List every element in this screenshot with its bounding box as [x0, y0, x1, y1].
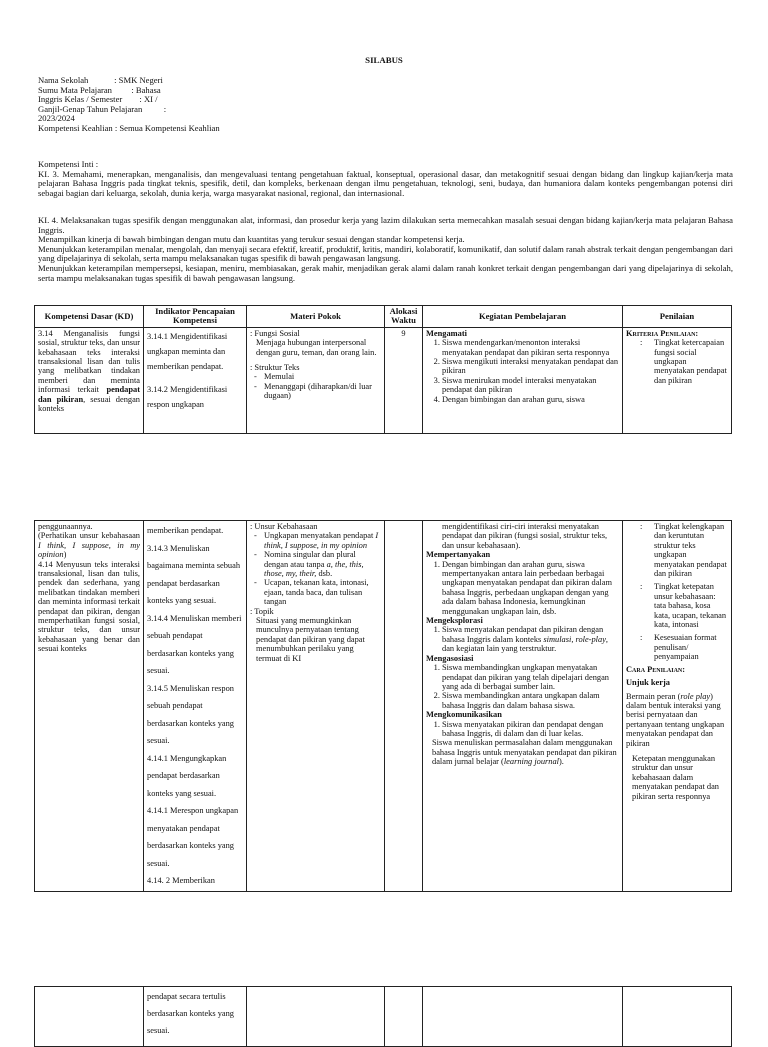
- header-line: Ganjil-Genap Tahun Pelajaran :: [38, 103, 167, 114]
- header-line: 2023/2024: [38, 113, 75, 124]
- table-row: [35, 327, 732, 433]
- unjuk-text: Bermain peran (: [626, 691, 681, 701]
- indikator-item: 3.14.4 Menuliskan memberi sebuah pendapat berdasarkan konteks yang sesuai.: [147, 613, 242, 675]
- header-alokasi: Alokasi Waktu: [385, 306, 423, 328]
- kegiatan-cell: [423, 521, 623, 892]
- silabus-table-page1: [34, 305, 732, 434]
- ki4-text: Menunjukkan keterampilan mempersepsi, kesiapan, meniru, membiasakan, gerak mahir, menjadikan gerak alami dalam ranah konkret terkait dengan pengembangan dari yang dipelajarinya di sekolah, serta mampu melaksanakan tugas spesifik di bawah pengawasan langsung.: [38, 262, 733, 283]
- materi-italic: I think, I suppose, in my opinion: [264, 531, 379, 550]
- header-indikator: Indikator Pencapaian Kompetensi: [144, 306, 247, 328]
- kegiatan-heading: Mengeksplorasi: [426, 616, 483, 626]
- header-line: Sumu Mata Pelajaran : Bahasa: [38, 84, 161, 95]
- penilaian-text: Ketepatan menggunakan struktur dan unsur kebahasaan dalam menyatakan pendapat dan pikiran serta responnya: [632, 753, 719, 801]
- indikator-item: 3.14.5 Menuliskan respon sebuah pendapat berdasarkan konteks yang sesuai.: [147, 683, 234, 745]
- materi-text: Nomina singular dan plural dengan atau tanpa: [264, 550, 356, 569]
- ki4-text: Menunjukkan keterampilan menalar, mengolah, dan menyaji secara efektif, kreatif, produktif, kritis, mandiri, kolaboratif, komunikatif, dan solutif dalam ranah abstrak terkait dengan pengembangan dari yang dipelajarinya di sekolah, serta mampu melaksanakan tugas spesifik di bawah pengawasan langsung.: [38, 243, 733, 264]
- indikator-cell: pendapat secara tertulis berdasarkan konteks yang sesuai.: [144, 987, 247, 1047]
- kegiatan-item: 2. Siswa mengikuti interaksi menyatakan pendapat dan pikiran: [442, 357, 619, 376]
- materi-list-item: [264, 550, 381, 578]
- ki4-text: KI. 4. Melaksanakan tugas spesifik dengan menggunakan alat, informasi, dan prosedur kerja yang lazim dilakukan serta memecahkan masalah sesuai dengan bidang kajian/kerja mata pelajaran Bahasa Inggris.: [38, 215, 733, 235]
- materi-text: Situasi yang memungkinkan munculnya pernyataan tentang pendapat dan pikiran yang dapat menumbuhkan perilaku yang termuat di KI: [256, 616, 365, 663]
- indikator-item: 4.14. 2 Memberikan: [147, 876, 215, 885]
- kegiatan-text: Siswa menyatakan pendapat dan pikiran dengan bahasa Inggris dalam konteks: [442, 625, 604, 644]
- kegiatan-item: 2. Siswa membandingkan antara ungkapan dalam bahasa Inggris dan dalam bahasa siswa.: [442, 691, 619, 710]
- materi-text: Menjaga hubungan interpersonal dengan guru, teman, dan orang lain.: [256, 338, 377, 357]
- kegiatan-heading: Mengkomunikasikan: [426, 710, 502, 720]
- penilaian-item: : Tingkat kelengkapan dan keruntutan struktur teks ungkapan menyatakan pendapat dan pikiran: [640, 522, 728, 578]
- indikator-item: 3.14.3 Menuliskan bagaimana meminta sebuah pendapat berdasarkan konteks yang sesuai.: [147, 543, 241, 605]
- materi-heading: : Unsur Kebahasaan: [250, 522, 318, 531]
- silabus-table-page3: [34, 986, 732, 1047]
- indikator-item: memberikan pendapat.: [147, 526, 224, 535]
- kegiatan-text: mengidentifikasi ciri-ciri interaksi menyatakan pendapat dan pikiran (fungsi sosial, struktur teks, dan unsur kebahasaan).: [442, 522, 608, 550]
- kegiatan-italic: simulasi: [543, 634, 572, 644]
- table-row: [35, 521, 732, 892]
- kd-text: 3.14 Menganalisis fungsi sosial, struktur teks, dan unsur kebahasaan teks interaksi transaksional lisan dan tulis yang melibatkan tindakan memberi dan meminta informasi terkait: [38, 328, 140, 395]
- header-kegiatan: Kegiatan Pembelajaran: [423, 306, 623, 328]
- materi-heading: : Topik: [250, 606, 274, 616]
- header-line: Nama Sekolah : SMK Negeri: [38, 75, 163, 85]
- header-line: Inggris Kelas / Semester : XI /: [38, 94, 158, 105]
- ki-label: Kompetensi Inti :: [38, 159, 99, 169]
- unjuk-italic: role play: [680, 691, 711, 701]
- materi-list-item: [264, 531, 381, 550]
- materi-heading: : Fungsi Sosial: [250, 328, 300, 338]
- kegiatan-text: ).: [559, 757, 564, 767]
- materi-cell: [247, 987, 385, 1047]
- materi-list-item: - Ucapan, tekanan kata, intonasi, ejaan, tanda baca, dan tulisan tangan: [264, 578, 381, 606]
- kd-note: [38, 531, 140, 559]
- header-kd: Kompetensi Dasar (KD): [35, 306, 144, 328]
- kegiatan-item: 3. Siswa menirukan model interaksi menyatakan pendapat dan pikiran: [442, 376, 619, 395]
- kegiatan-heading: Mempertanyakan: [426, 550, 491, 560]
- table-row: [35, 987, 732, 1047]
- indikator-cell: [144, 521, 247, 892]
- penilaian-heading: Kriteria Penilaian:: [626, 328, 699, 338]
- kd-cell: [35, 327, 144, 433]
- kegiatan-italic: role-play: [575, 634, 606, 644]
- ki3-text: KI. 3. Memahami, menerapkan, menganalisis, dan mengevaluasi tentang pengetahuan faktual, konseptual, operasional dasar, dan metakognitif sesuai dengan bidang dan lingkup kajian/kerja mata pelajaran Bahasa Inggris pada tingkat teknis, spesifik, detil, dan kompleks, berkenaan dengan ilmu pengetahuan, teknologi, seni, budaya, dan humaniora dalam konteks pengembangan potensi diri sebagai bagian dari keluarga, sekolah, dunia kerja, warga masyarakat nasional, regional, dan internasional.: [38, 168, 733, 198]
- materi-text: dsb.: [316, 569, 333, 579]
- materi-list-item: - Menanggapi (diharapkan/di luar dugaan): [264, 382, 381, 401]
- kd-text-end: , sesuai dengan konteks: [38, 394, 140, 414]
- kd-note-text: (Perhatikan unsur kebahasaan: [38, 531, 140, 541]
- kd-cell: [35, 521, 144, 892]
- materi-cell: [247, 327, 385, 433]
- materi-italic: a, the, this, those, my, their,: [264, 559, 364, 579]
- unjuk-kerja-heading: Unjuk kerja: [626, 678, 670, 688]
- penilaian-cell: [623, 327, 732, 433]
- penilaian-item: : Kesesuaian format penulisan/ penyampaian: [640, 633, 728, 661]
- indikator-cell: [144, 327, 247, 433]
- penilaian-item: : Tingkat ketercapaian fungsi social ungkapan menyatakan pendapat dan pikiran: [640, 338, 728, 385]
- kd-note-end: ): [63, 550, 67, 560]
- indikator-item: 4.14.1 Merespon ungkapan menyatakan pendapat berdasarkan konteks yang sesuai.: [147, 806, 239, 868]
- penilaian-cell: [623, 987, 732, 1047]
- indikator-item: 4.14.1 Mengungkapkan pendapat berdasarkan konteks yang sesuai.: [147, 753, 227, 798]
- kegiatan-cell: [423, 987, 623, 1047]
- header-info: [38, 76, 738, 134]
- kegiatan-text: Siswa menuliskan permasalahan dalam menggunakan bahasa Inggris untuk menyatakan pendapat dan pikiran dalam jurnal belajar (: [432, 738, 617, 767]
- kegiatan-item: 4. Dengan bimbingan dan arahan guru, siswa: [442, 395, 619, 404]
- unjuk-text: ) dalam bentuk interaksi yang berisi pernyataan dan pertanyaan tentang ungkapan menyatakan pendapat dan pikiran: [626, 691, 725, 748]
- kegiatan-item: [442, 625, 619, 653]
- cara-penilaian-heading: Cara Penilaian:: [626, 664, 686, 674]
- kegiatan-text: [426, 738, 619, 766]
- kegiatan-item: 1. Siswa mendengarkan/menonton interaksi menyatakan pendapat dan pikiran serta responnya: [442, 338, 619, 357]
- silabus-table-page2: [34, 520, 732, 892]
- header-penilaian: Penilaian: [623, 306, 732, 328]
- kd-cell: [35, 987, 144, 1047]
- kegiatan-heading: Mengasosiasi: [426, 653, 474, 663]
- kegiatan-text: ,: [571, 634, 576, 644]
- penilaian-item: : Tingkat ketepatan unsur kebahasaan: tata bahasa, kosa kata, ucapan, tekanan kata, intonasi: [640, 582, 728, 629]
- unjuk-kerja-text: [626, 692, 728, 748]
- header-materi: Materi Pokok: [247, 306, 385, 328]
- kegiatan-item: 1. Dengan bimbingan dan arahan guru, siswa mempertanyakan antara lain perbedaan berbagai ungkapan menyatakan pendapat dan pikiran dalam bahasa Inggris, perbedaan ungkapan dengan yang ada dalam bahasa Indonesia, kemungkinan menggunakan ungkapan lain, dsb.: [442, 560, 619, 616]
- kegiatan-item: 1. Siswa menyatakan pikiran dan pendapat dengan bahasa Inggris, di dalam dan di luar kelas.: [442, 720, 619, 739]
- kd-text: penggunaannya.: [38, 522, 93, 531]
- kompetensi-inti: [38, 160, 733, 198]
- penilaian-cell: [623, 521, 732, 892]
- materi-list-item: - Memulai: [264, 372, 381, 381]
- alokasi-cell: 9: [385, 327, 423, 433]
- kegiatan-italic: learning journal: [503, 757, 559, 767]
- kd-note-italic: I think, I suppose, in my opinion: [38, 540, 140, 560]
- materi-heading: : Struktur Teks: [250, 363, 300, 373]
- kd-text-bold: pendapat dan pikiran: [38, 385, 140, 404]
- materi-cell: [247, 521, 385, 892]
- document-title: SILABUS: [365, 55, 403, 65]
- materi-text: Ungkapan menyatakan pendapat: [264, 531, 376, 541]
- kegiatan-heading: Mengamati: [426, 328, 467, 338]
- ki4-block: [38, 216, 733, 283]
- alokasi-cell: [385, 521, 423, 892]
- kegiatan-text: , dan kegiatan lain yang terstruktur.: [442, 634, 609, 654]
- indikator-item: 3.14.2 Mengidentifikasi respon ungkapan: [147, 385, 228, 410]
- kegiatan-item: 1. Siswa membandingkan ungkapan menyatakan pendapat dan pikiran yang telah dipelajari dengan yang ada di berbagai sumber lain.: [442, 663, 619, 691]
- kd-text: 4.14 Menyusun teks interaksi transaksional, lisan dan tulis, pendek dan sederhana, yang melibatkan tindakan memberi dan meminta informasi terkait pendapat dan pikiran, dengan memperhatikan fungsi sosial, struktur teks, dan unsur kebahasaan yang benar dan sesuai konteks: [38, 559, 140, 654]
- alokasi-cell: [385, 987, 423, 1047]
- indikator-item: 3.14.1 Mengidentifikasi ungkapan meminta dan memberikan pendapat.: [147, 331, 228, 371]
- ki4-text: Menampilkan kinerja di bawah bimbingan dengan mutu dan kuantitas yang terukur sesuai dengan standar kompetensi kerja.: [38, 234, 465, 245]
- kegiatan-cell: [423, 327, 623, 433]
- header-line: Kompetensi Keahlian : Semua Kompetensi Keahlian: [38, 122, 220, 133]
